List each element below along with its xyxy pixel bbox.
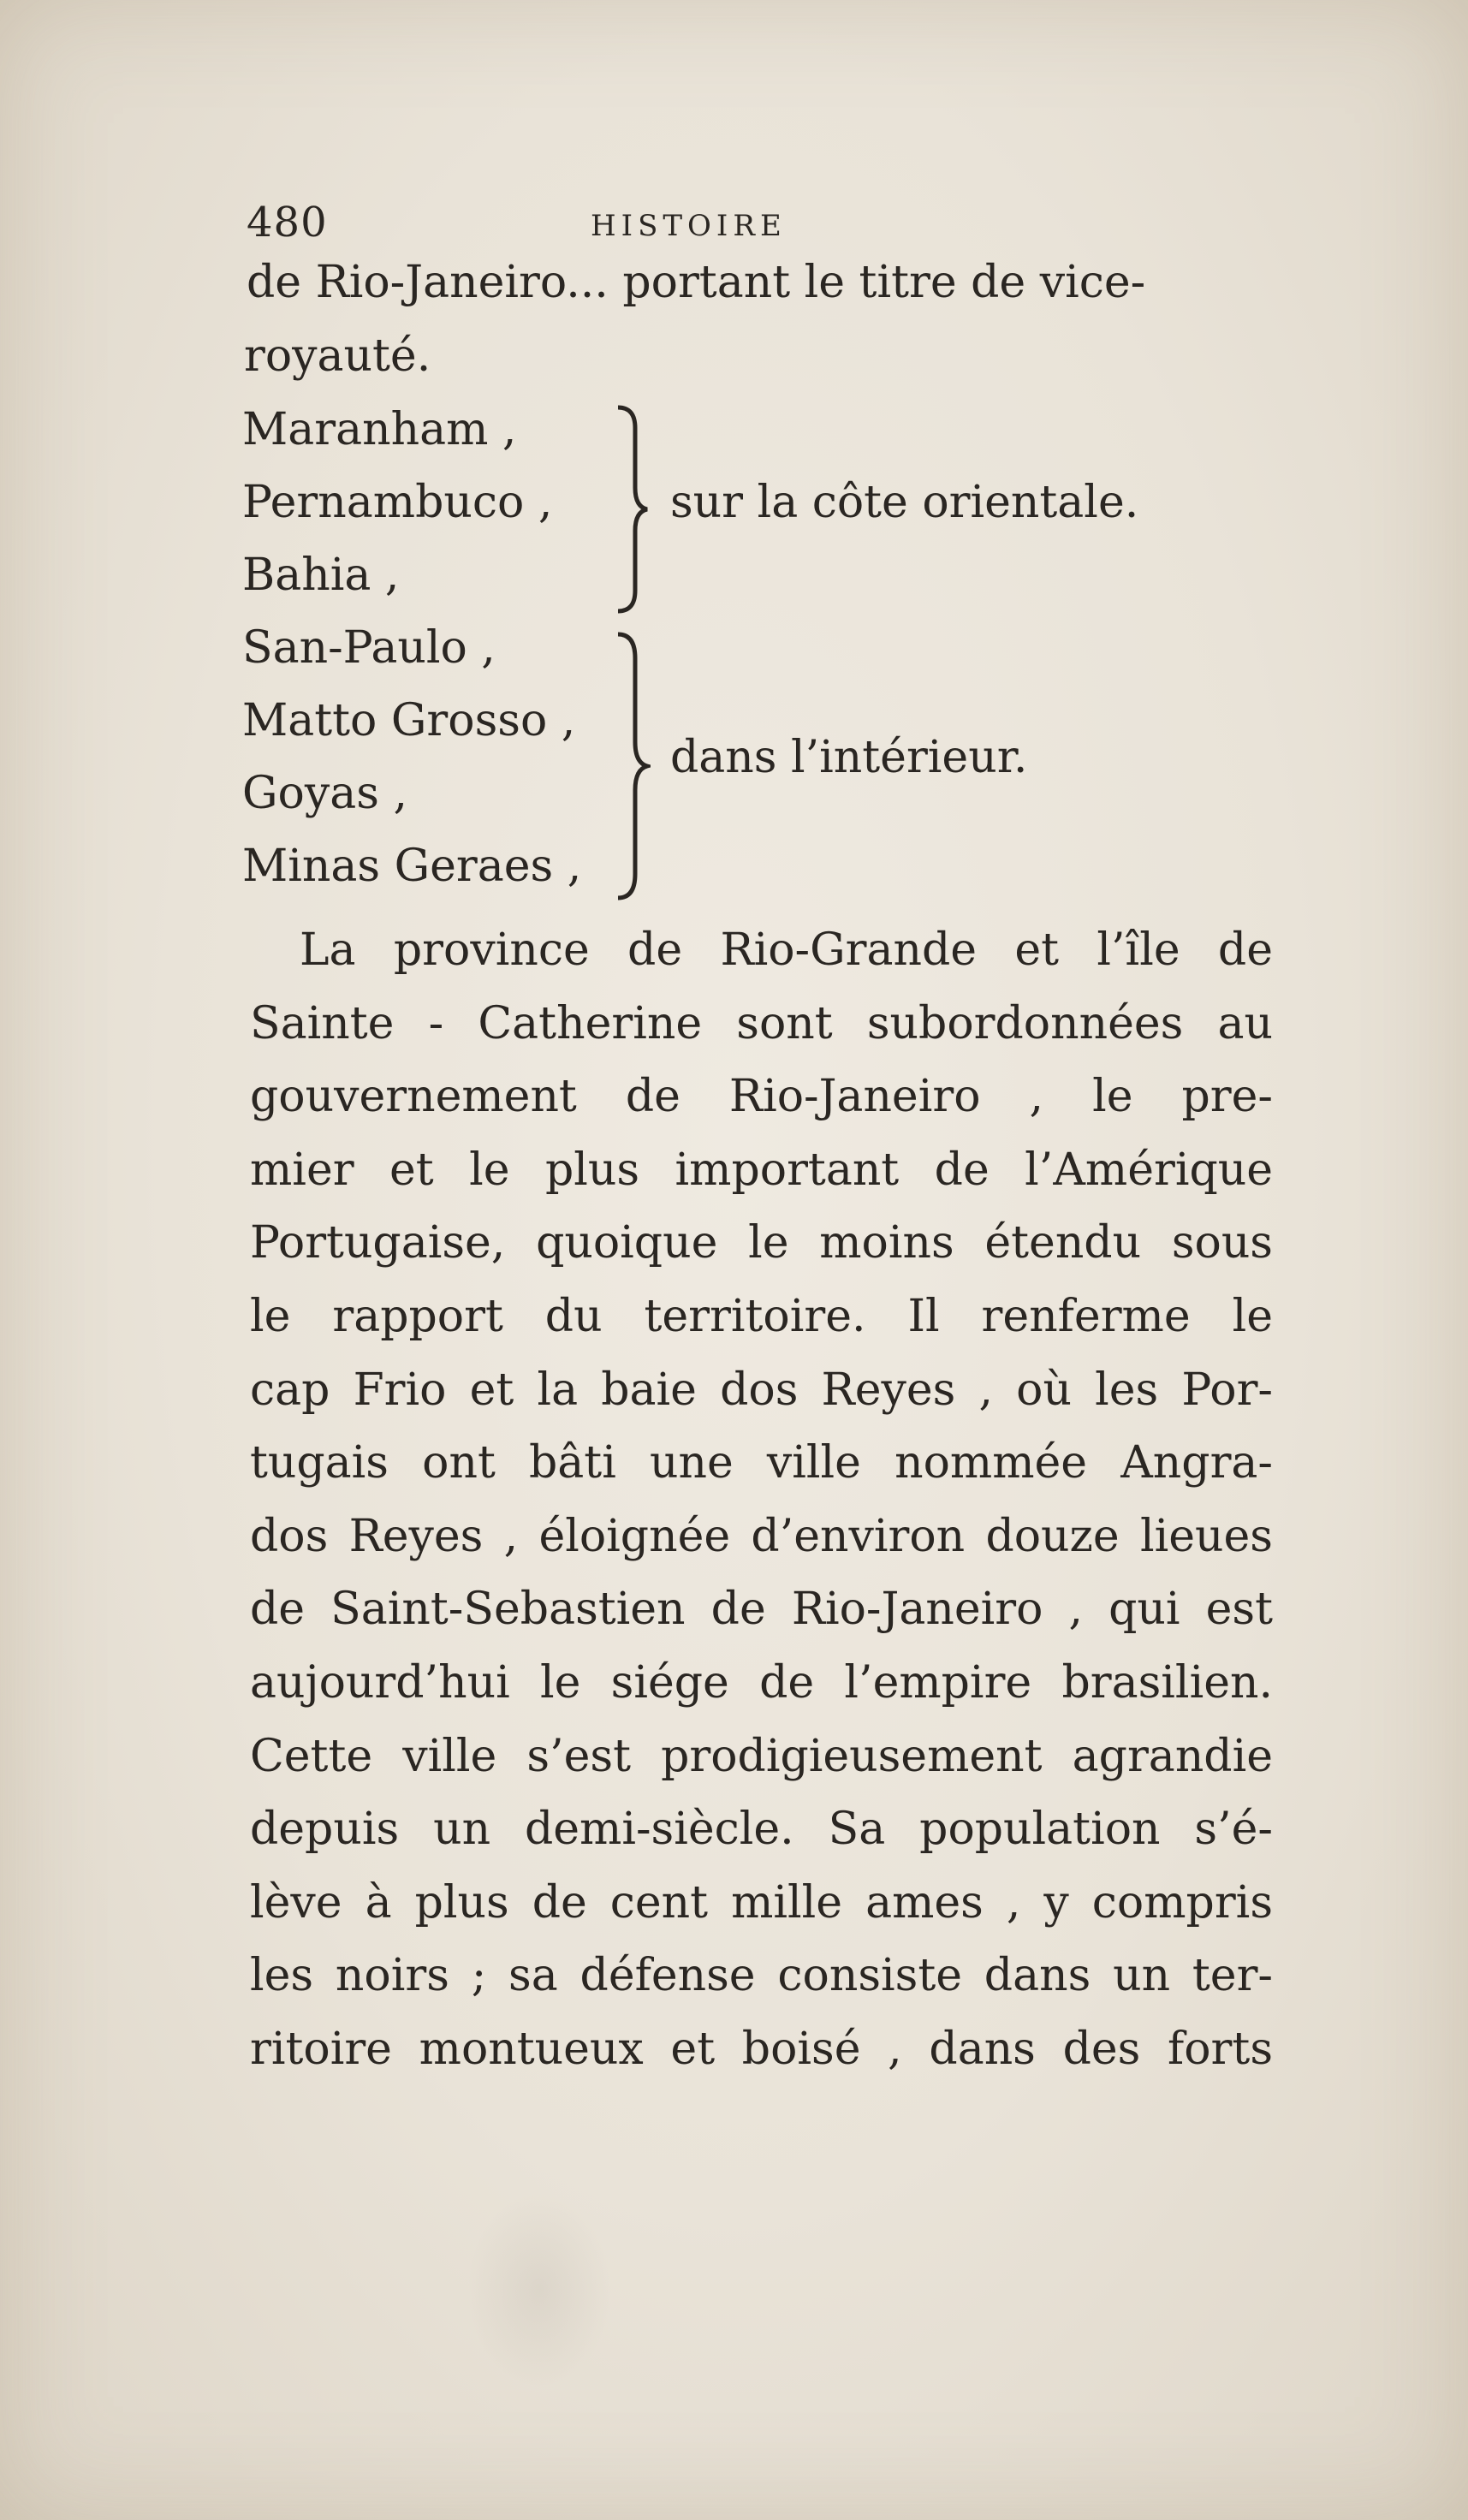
paragraph-line: cap Frio et la baie dos Reyes , où les Por- xyxy=(250,1364,1273,1416)
body-paragraph xyxy=(250,914,1273,2087)
paragraph-line: les noirs ; sa défense consiste dans un ter- xyxy=(250,1950,1273,2002)
paragraph-line: Portugaise, quoique le moins étendu sous xyxy=(250,1217,1273,1269)
paragraph-line: depuis un demi-siècle. Sa population s’é- xyxy=(250,1804,1273,1856)
paragraph-line: mier et le plus important de l’Amérique xyxy=(250,1144,1273,1196)
page-number: 480 xyxy=(247,199,328,247)
paragraph-line: dos Reyes , éloignée d’environ douze lieues xyxy=(250,1510,1273,1562)
paragraph-line: de Saint-Sebastien de Rio-Janeiro , qui est xyxy=(250,1584,1273,1636)
label-interior: dans l’intérieur. xyxy=(670,732,1028,783)
page-header xyxy=(247,199,1269,250)
list-item: Goyas , xyxy=(242,768,407,819)
paragraph-line: Cette ville s’est prodigieusement agrandie xyxy=(250,1730,1273,1782)
list-item: Maranham , xyxy=(242,404,517,455)
running-title: HISTOIRE xyxy=(591,209,787,243)
paragraph-line: gouvernement de Rio-Janeiro , le pre- xyxy=(250,1071,1273,1123)
list-item: Matto Grosso , xyxy=(242,695,576,746)
right-brace-oriental xyxy=(609,402,651,616)
right-brace-interior xyxy=(609,629,651,903)
paragraph-line: lève à plus de cent mille ames , y compris xyxy=(250,1876,1273,1929)
bleed-through-text xyxy=(702,351,1318,425)
paragraph-line: ritoire montueux et boisé , dans des forts xyxy=(250,2023,1273,2075)
list-item: San-Paulo , xyxy=(242,622,496,674)
paragraph-line: tugais ont bâti une ville nommée Angra- xyxy=(250,1437,1273,1489)
label-oriental: sur la côte orientale. xyxy=(670,477,1139,528)
paragraph-line: Sainte - Catherine sont subordonnées au xyxy=(250,997,1273,1049)
list-item: Bahia , xyxy=(242,550,400,601)
paragraph-line: aujourd’hui le siége de l’empire brasilien. xyxy=(250,1656,1273,1709)
intro-line-1: de Rio-Janeiro... portant le titre de vice- xyxy=(247,257,1146,308)
list-item: Minas Geraes , xyxy=(242,841,582,892)
intro-line-2: royauté. xyxy=(244,330,431,382)
list-item: Pernambuco , xyxy=(242,477,553,528)
paper-smudge xyxy=(467,2191,612,2388)
paragraph-line: le rapport du territoire. Il renferme le xyxy=(250,1290,1273,1342)
paragraph-line: La province de Rio-Grande et l’île de xyxy=(300,924,1273,976)
